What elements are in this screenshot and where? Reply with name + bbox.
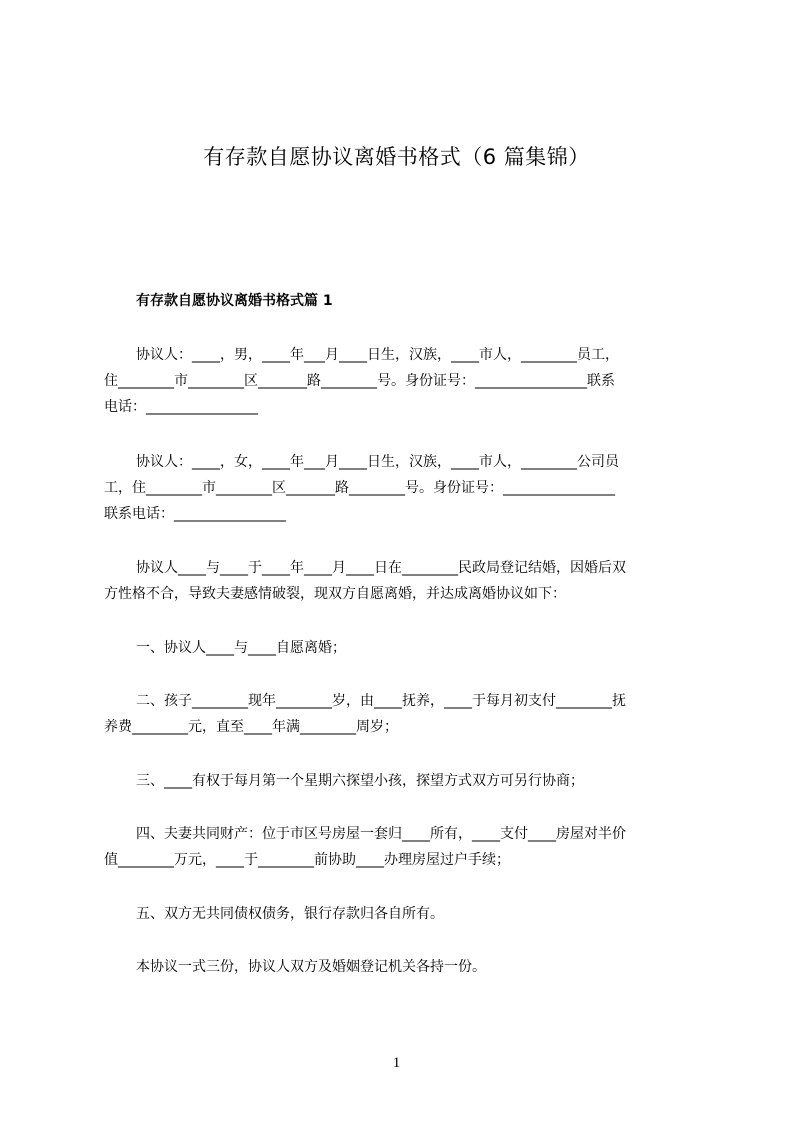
paragraph-line: 住________市________区_______路________号。身份证号：________________联系 <box>104 373 615 389</box>
page-number: 1 <box>392 1055 401 1071</box>
paragraph-line: 电话：________________ <box>104 399 258 415</box>
paragraph-line: 本协议一式三份，协议人双方及婚姻登记机关各持一份。 <box>136 959 486 975</box>
clause-1 <box>104 635 704 661</box>
paragraph-line: 值________万元，____于________前协助____办理房屋过户手续； <box>104 852 510 868</box>
paragraph-line: 二、孩子________现年________岁，由____抚养，____于每月初支付________抚 <box>136 693 626 709</box>
paragraph-line: 协议人：____，女，____年___月____日生，汉族，____市人，________公司员 <box>136 454 619 470</box>
page-title: 有存款自愿协议离婚书格式（6 篇集锦） <box>203 145 590 169</box>
paragraph-line: 协议人：____，男，____年___月____日生，汉族，____市人，________员工， <box>136 347 619 363</box>
paragraph-line: 养费________元，直至____年满________周岁； <box>104 719 398 735</box>
clause-3 <box>104 768 704 794</box>
paragraph-line: 方性格不合，导致夫妻感情破裂，现双方自愿离婚，并达成离婚协议如下： <box>104 586 566 602</box>
paragraph-line: 协议人____与____于____年____月____日在________民政局登记结婚，因婚后双 <box>136 560 626 576</box>
paragraph-line: 五、双方无共同债权债务，银行存款归各自所有。 <box>136 906 444 922</box>
clause-5 <box>104 901 704 927</box>
paragraph-line: 三、____有权于每月第一个星期六探望小孩，探望方式双方可另行协商； <box>136 773 584 789</box>
paragraph-line: 一、协议人____与____自愿离婚； <box>136 640 346 656</box>
closing-statement <box>104 954 704 980</box>
clause-4 <box>104 821 704 873</box>
clause-2 <box>104 688 704 740</box>
paragraph-line: 联系电话：________________ <box>104 506 286 522</box>
paragraph-line: 四、夫妻共同财产：位于市区号房屋一套归____所有，____支付____房屋对半价 <box>136 826 626 842</box>
section-heading: 有存款自愿协议离婚书格式篇 1 <box>136 293 333 309</box>
paragraph-line: 工，住________市________区_______路________号。身份证号：________________ <box>104 480 615 496</box>
paragraph-party-male <box>104 342 704 420</box>
paragraph-marriage-statement <box>104 555 704 607</box>
paragraph-party-female <box>104 449 704 527</box>
